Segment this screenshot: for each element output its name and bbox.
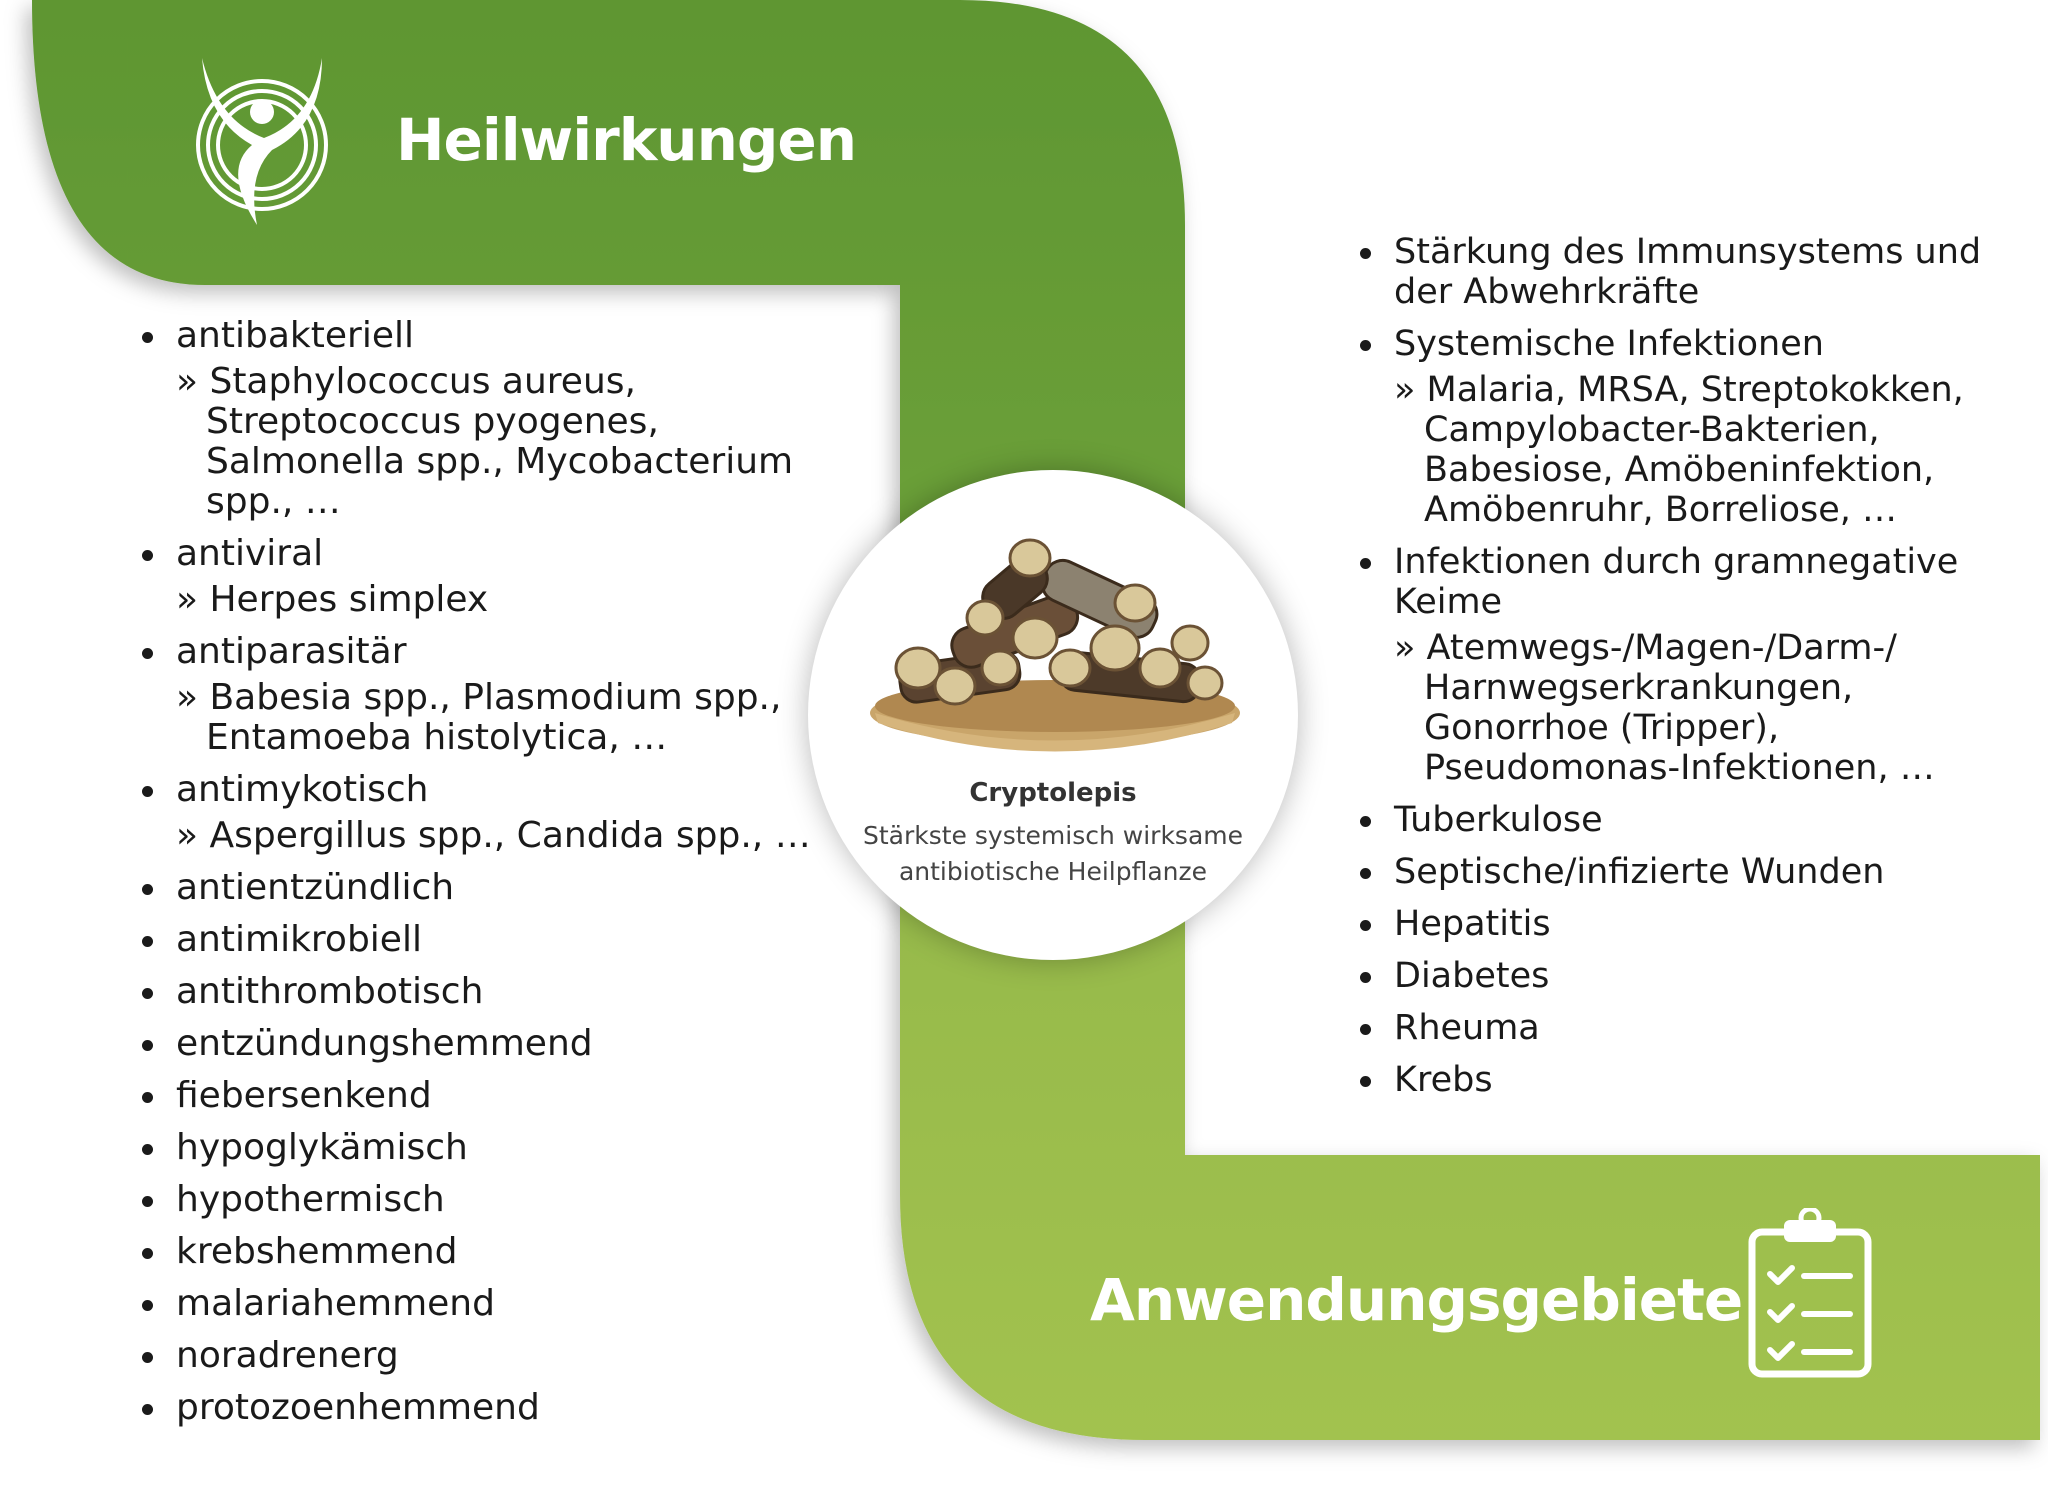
- list-item: fiebersenkend: [138, 1076, 818, 1116]
- list-item: Tuberkulose: [1356, 800, 1996, 840]
- list-item: antientzündlich: [138, 868, 818, 908]
- list-item: krebshemmend: [138, 1232, 818, 1272]
- list-item: hypoglykämisch: [138, 1128, 818, 1168]
- list-item: antimykotisch: [138, 770, 818, 810]
- list-item: Rheuma: [1356, 1008, 1996, 1048]
- anwendungsgebiete-list: [1356, 220, 1996, 1100]
- list-item: Krebs: [1356, 1060, 1996, 1100]
- heading-heilwirkungen: Heilwirkungen: [396, 106, 857, 174]
- list-item: antithrombotisch: [138, 972, 818, 1012]
- list-item: protozoenhemmend: [138, 1388, 818, 1428]
- plant-name: Cryptolepis: [969, 778, 1137, 808]
- root-basket-image: [860, 518, 1250, 758]
- list-subitem: » Staphylococcus aureus, Streptococcus pyogenes, Salmonella spp., Mycobacterium spp., …: [176, 361, 794, 522]
- list-item: antimikrobiell: [138, 920, 818, 960]
- list-item: antibakteriell: [138, 316, 818, 356]
- list-subitem: » Atemwegs-/Magen-/Darm-/ Harnwegserkrankungen, Gonorrhoe (Tripper), Pseudomonas-Infektionen, …: [1394, 628, 1935, 788]
- list-item: Hepatitis: [1356, 904, 1996, 944]
- list-item: Septische/infizierte Wunden: [1356, 852, 1996, 892]
- heilwirkungen-list: [138, 304, 818, 1428]
- list-subitem: » Babesia spp., Plasmodium spp., Entamoeba histolytica, …: [176, 677, 782, 758]
- heading-anwendungsgebiete: Anwendungsgebiete: [1090, 1266, 1743, 1334]
- person-with-rings-icon: [192, 50, 332, 230]
- list-subitem: » Malaria, MRSA, Streptokokken, Campylobacter-Bakterien, Babesiose, Amöbeninfektion, Amöbenruhr, Borreliose, …: [1394, 370, 1964, 530]
- list-subitem: » Herpes simplex: [176, 579, 489, 620]
- list-item: hypothermisch: [138, 1180, 818, 1220]
- clipboard-checklist-icon: [1740, 1208, 1880, 1380]
- list-item: antiviral: [138, 534, 818, 574]
- list-item: antiparasitär: [138, 632, 818, 672]
- list-item: Systemische Infektionen: [1356, 324, 1996, 364]
- list-item: entzündungshemmend: [138, 1024, 818, 1064]
- list-item: noradrenerg: [138, 1336, 818, 1376]
- list-item: Diabetes: [1356, 956, 1996, 996]
- list-item: Stärkung des Immunsystems und der Abwehrkräfte: [1356, 232, 1996, 312]
- list-subitem: » Aspergillus spp., Candida spp., …: [176, 815, 811, 856]
- plant-description: Stärkste systemisch wirksame antibiotische Heilpflanze: [862, 821, 1244, 886]
- list-item: Infektionen durch gramnegative Keime: [1356, 542, 1996, 622]
- list-item: malariahemmend: [138, 1284, 818, 1324]
